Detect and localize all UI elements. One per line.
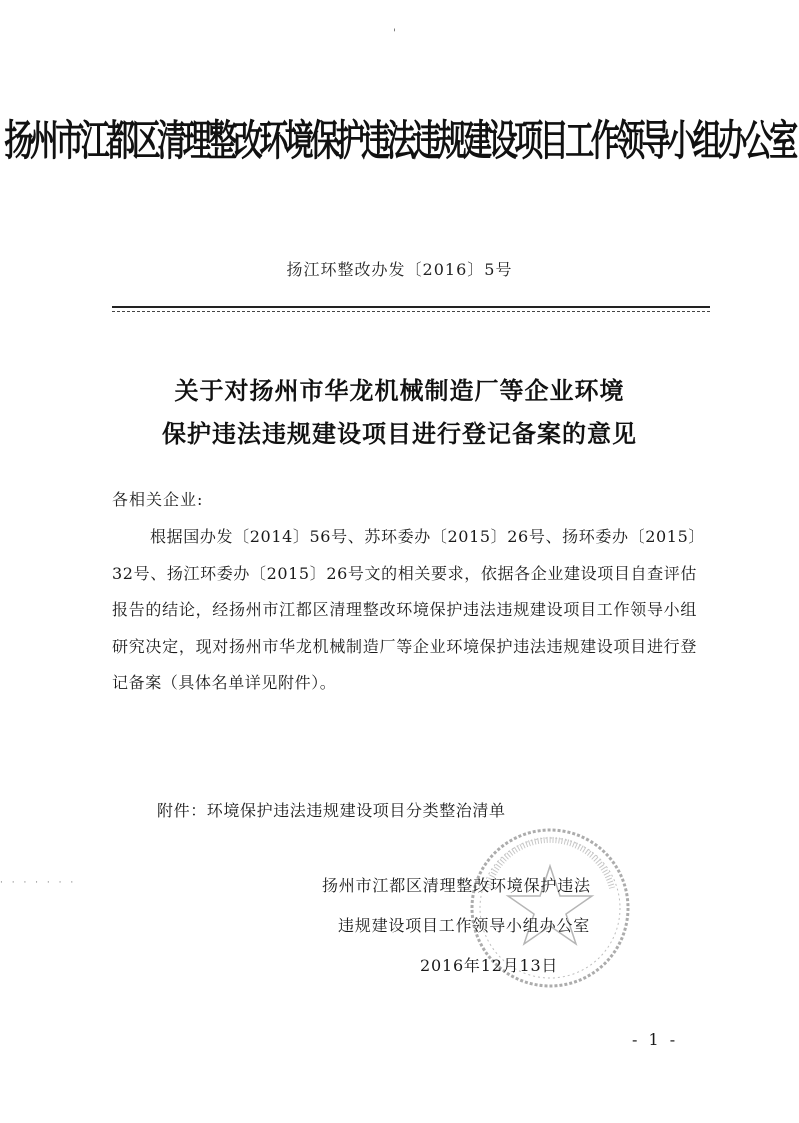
page-mark: ': [393, 28, 396, 39]
salutation: 各相关企业:: [112, 490, 204, 509]
signature-org-line-2: 违规建设项目工作领导小组办公室: [338, 916, 591, 935]
document-title-line-2: 保护违法违规建设项目进行登记备案的意见: [162, 420, 637, 448]
signature-date: 2016年12月13日: [420, 956, 559, 975]
document-number: 扬江环整改办发〔2016〕5号: [286, 260, 513, 279]
org-header-title: 扬州市江都区清理整改环境保护违法违规建设项目工作领导小组办公室: [4, 116, 795, 166]
header-divider: [112, 306, 710, 308]
body-paragraph: 根据国办发〔2014〕56号、苏环委办〔2015〕26号、扬环委办〔2015〕32号、扬江环委办〔2015〕26号文的相关要求，依据各企业建设项目自查评估报告的结论，经扬州市江都区清理整改环境保护违法违规建设项目工作领导小组研究决定，现对扬州市华龙机械制造厂等企业环境保护违法违规建设项目进行登记备案（具体名单详见附件）。: [112, 527, 697, 692]
document-title-line-1: 关于对扬州市华龙机械制造厂等企业环境: [174, 377, 625, 405]
attachment-line: 附件：环境保护违法违规建设项目分类整治清单: [157, 801, 506, 820]
page-number: - 1 -: [632, 1030, 679, 1049]
scan-artifact: · · · · · · ·: [0, 878, 77, 888]
signature-org-line-1: 扬州市江都区清理整改环境保护违法: [322, 876, 591, 895]
